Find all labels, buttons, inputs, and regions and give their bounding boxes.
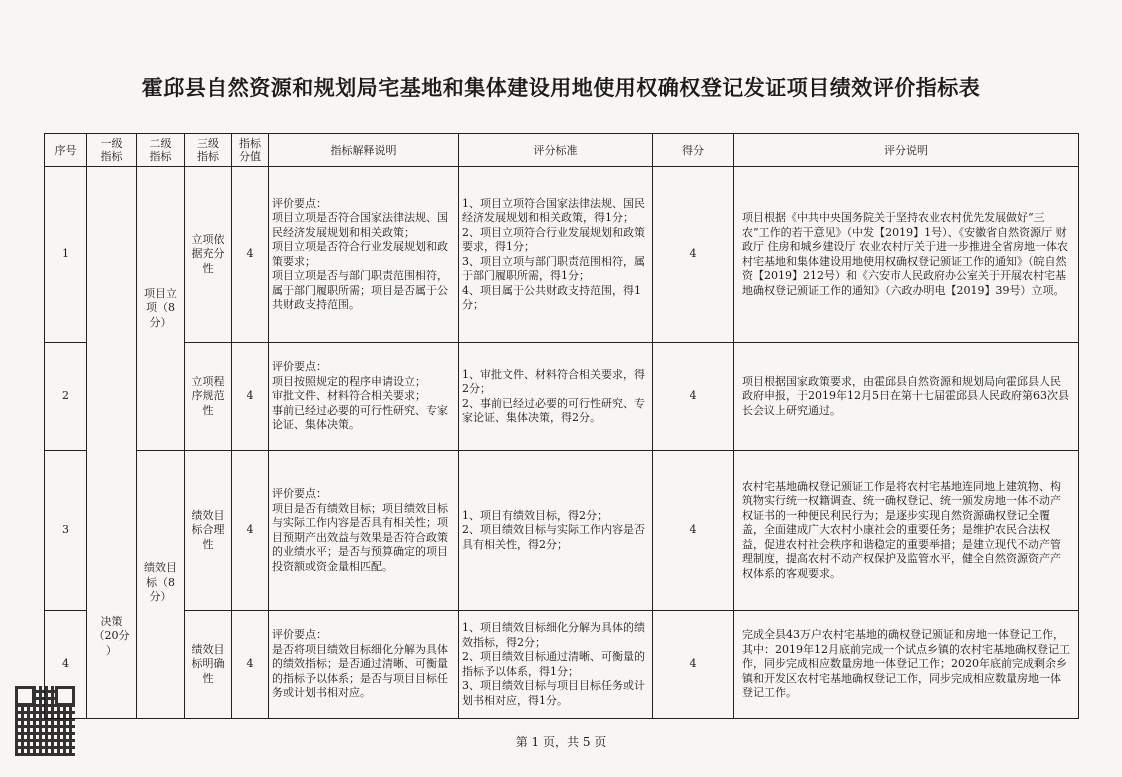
score-cell: 4 — [653, 611, 734, 719]
header-explanation: 指标解释说明 — [269, 134, 459, 167]
header-level2: 二级 指标 — [137, 134, 185, 167]
remark-cell: 完成全县43万户农村宅基地的确权登记颁证和房地一体登记工作，其中：2019年12月底前完成一个试点乡镇的农村宅基地确权登记工作，同步完成相应数量房地一体登记工作；2020年底前完成剩余乡镇和开发区农村宅基地确权登记工作，同步完成相应数量房地一体登记工作。 — [734, 611, 1079, 719]
header-row — [45, 134, 1079, 167]
explanation-cell: 评价要点： 项目是否有绩效目标；项目绩效目标与实际工作内容是否具有相关性；项目预期产出效益与效果是否符合政策的业绩水平；是否与预算确定的项目投资额或资金量相匹配。 — [269, 451, 459, 611]
remark-cell: 项目根据国家政策要求，由霍邱县自然资源和规划局向霍邱县人民政府申报，于2019年12月5日在第十七届霍邱县人民政府第63次县长会议上研究通过。 — [734, 343, 1079, 451]
level2-cell: 绩效目 标（8 分） — [137, 451, 185, 719]
level3-cell: 绩效目 标明确 性 — [185, 611, 232, 719]
value-cell: 4 — [232, 451, 269, 611]
table-row — [45, 611, 1079, 719]
level3-cell: 绩效目 标合理 性 — [185, 451, 232, 611]
row-seq: 4 — [45, 611, 87, 719]
value-cell: 4 — [232, 343, 269, 451]
level1-cell: 决策 （20分 ） — [87, 167, 137, 719]
header-standard: 评分标准 — [459, 134, 653, 167]
score-cell: 4 — [653, 167, 734, 343]
header-score: 得分 — [653, 134, 734, 167]
table-row — [45, 343, 1079, 451]
level2-cell: 项目立 项（8 分） — [137, 167, 185, 451]
value-cell: 4 — [232, 611, 269, 719]
standard-cell: 1、审批文件、材料符合相关要求，得2分； 2、事前已经过必要的可行性研究、专家论证、集体决策，得2分。 — [459, 343, 653, 451]
page-footer: 第 1 页，共 5 页 — [515, 735, 607, 749]
explanation-cell: 评价要点： 项目按照规定的程序申请设立； 审批文件、材料符合相关要求； 事前已经过必要的可行性研究、专家论证、集体决策。 — [269, 343, 459, 451]
remark-cell: 农村宅基地确权登记颁证工作是将农村宅基地连同地上建筑物、构筑物实行统一权籍调查、统一确权登记、统一颁发房地一体不动产权证书的一种便民利民行为；是逐步实现自然资源确权登记全覆盖，全面建成广大农村小康社会的重要任务；是维护农民合法权益，促进农村社会秩序和谐稳定的重要举措；是建立现代不动产管理制度，提高农村不动产权保护及监管水平，健全自然资源资产产权体系的客观要求。 — [734, 451, 1079, 611]
indicator-table — [44, 133, 1079, 719]
level3-cell: 立项程 序规范 性 — [185, 343, 232, 451]
row-seq: 1 — [45, 167, 87, 343]
header-remark: 评分说明 — [734, 134, 1079, 167]
standard-cell: 1、项目有绩效目标，得2分； 2、项目绩效目标与实际工作内容是否具有相关性，得2分； — [459, 451, 653, 611]
header-level1: 一级 指标 — [87, 134, 137, 167]
header-level3: 三级 指标 — [185, 134, 232, 167]
header-seq: 序号 — [45, 134, 87, 167]
score-cell: 4 — [653, 451, 734, 611]
score-cell: 4 — [653, 343, 734, 451]
row-seq: 3 — [45, 451, 87, 611]
header-score-value: 指标 分值 — [232, 134, 269, 167]
remark-cell: 项目根据《中共中央国务院关于坚持农业农村优先发展做好“三农”工作的若干意见》（中发【2019】1号）、《安徽省自然资源厅 财政厅 住房和城乡建设厅 农业农村厅关于进一步推进全省房地一体农村宅基地和集体建设用地使用权确权登记颁证工作的通知》（皖自然资【2019】212号）和《六安市人民政府办公室关于开展农村宅基地确权登记颁证工作的通知》（六政办明电【2019】39号）立项。 — [734, 167, 1079, 343]
row-seq: 2 — [45, 343, 87, 451]
standard-cell: 1、项目立项符合国家法律法规、国民经济发展规划和相关政策，得1分； 2、项目立项符合行业发展规划和政策要求，得1分； 3、项目立项与部门职责范围相符，属于部门履职所需，得1分； 4、项目属于公共财政支持范围，得1分； — [459, 167, 653, 343]
table-row — [45, 167, 1079, 343]
explanation-cell: 评价要点： 是否将项目绩效目标细化分解为具体的绩效指标；是否通过清晰、可衡量的指标予以体系；是否与项目目标任务或计划书相对应。 — [269, 611, 459, 719]
page-title: 霍邱县自然资源和规划局宅基地和集体建设用地使用权确权登记发证项目绩效评价指标表 — [141, 76, 981, 100]
standard-cell: 1、项目绩效目标细化分解为具体的绩效指标，得2分； 2、项目绩效目标通过清晰、可衡量的指标予以体系，得1分； 3、项目绩效目标与项目目标任务或计划书相对应，得1分。 — [459, 611, 653, 719]
explanation-cell: 评价要点： 项目立项是否符合国家法律法规、国民经济发展规划和相关政策； 项目立项是否符合行业发展规划和政策要求； 项目立项是否与部门职责范围相符，属于部门履职所需；项目是否属于公共财政支持范围。 — [269, 167, 459, 343]
level3-cell: 立项依 据充分 性 — [185, 167, 232, 343]
table-row — [45, 451, 1079, 611]
value-cell: 4 — [232, 167, 269, 343]
